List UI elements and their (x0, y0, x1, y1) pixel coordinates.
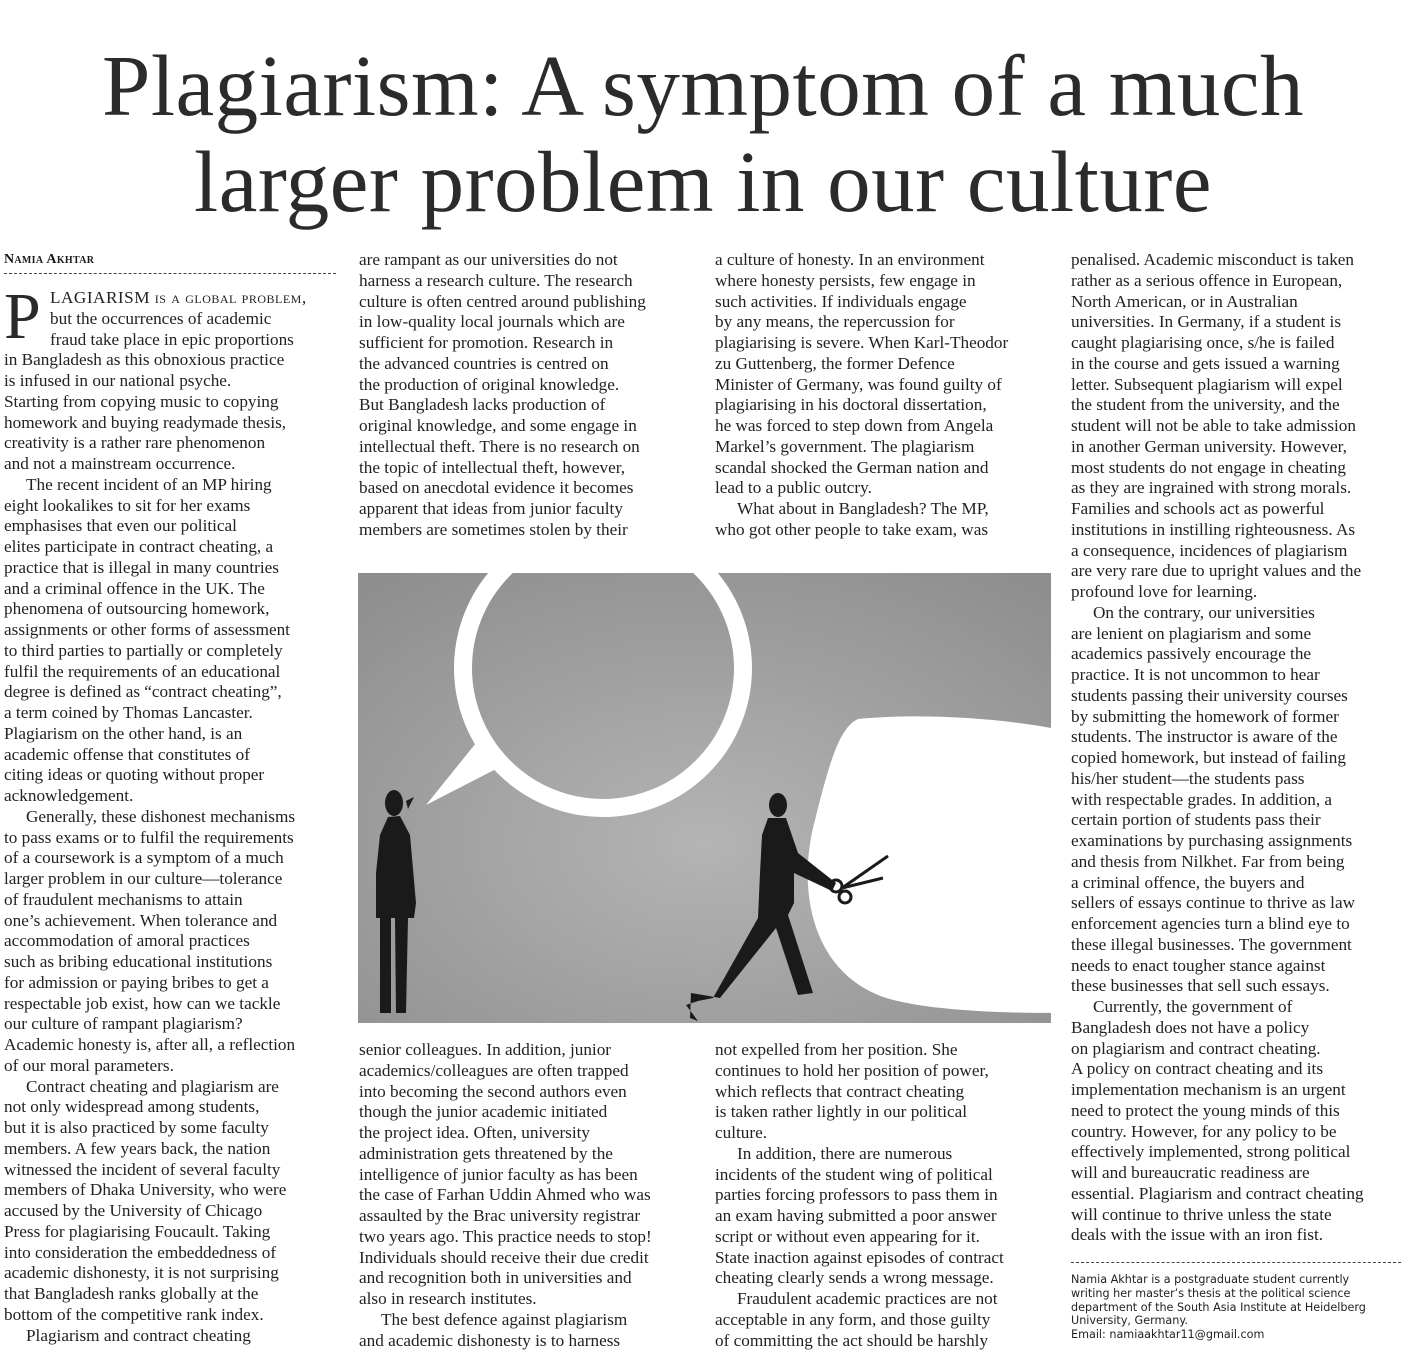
paragraph-line: Individuals should receive their due credit (359, 1248, 699, 1269)
paragraph-line: of a coursework is a symptom of a much (4, 848, 340, 869)
headline (0, 38, 1406, 230)
paragraph-line: an exam having submitted a poor answer (715, 1206, 1055, 1227)
paragraph-line: by submitting the homework of former (1071, 707, 1405, 728)
paragraph-line: is infused in our national psyche. (4, 371, 340, 392)
paragraph-line: Markel’s government. The plagiarism (715, 437, 1055, 458)
paragraph-line: Generally, these dishonest mechanisms (4, 807, 340, 828)
paragraph-line: assaulted by the Brac university registrar (359, 1206, 699, 1227)
paragraph-line: will continue to thrive unless the state (1071, 1205, 1405, 1226)
paragraph-line: Contract cheating and plagiarism are (4, 1077, 340, 1098)
paragraph-line: the topic of intellectual theft, however, (359, 458, 699, 479)
paragraph-line: but the occurrences of academic (4, 309, 340, 330)
paragraph-line: citing ideas or quoting without proper (4, 765, 340, 786)
paragraph-line: Plagiarism on the other hand, is an (4, 724, 340, 745)
paragraph-line: practice that is illegal in many countries (4, 558, 340, 579)
paragraph-line: one’s achievement. When tolerance and (4, 911, 340, 932)
paragraph-line: penalised. Academic misconduct is taken (1071, 250, 1405, 271)
paragraph-line: incidents of the student wing of political (715, 1165, 1055, 1186)
paragraph-line: lead to a public outcry. (715, 478, 1055, 499)
paragraph-line: letter. Subsequent plagiarism will expel (1071, 375, 1405, 396)
paragraph-line: academics passively encourage the (1071, 644, 1405, 665)
paragraph-line: the production of original knowledge. (359, 375, 699, 396)
paragraph-line: accused by the University of Chicago (4, 1201, 340, 1222)
paragraph-line: needs to enact tougher stance against (1071, 956, 1405, 977)
paragraph-line: members of Dhaka University, who were (4, 1180, 340, 1201)
paragraph-line: larger problem in our culture—tolerance (4, 869, 340, 890)
paragraph-line: The best defence against plagiarism (359, 1310, 699, 1331)
paragraph-line: Fraudulent academic practices are not (715, 1289, 1055, 1310)
paragraph-line: original knowledge, and some engage in (359, 416, 699, 437)
paragraph-line: which reflects that contract cheating (715, 1082, 1055, 1103)
paragraph-line: the student from the university, and the (1071, 395, 1405, 416)
paragraph-line: senior colleagues. In addition, junior (359, 1040, 699, 1061)
paragraph-line: where honesty persists, few engage in (715, 271, 1055, 292)
paragraph-line: and academic dishonesty is to harness (359, 1331, 699, 1351)
paragraph-line: Academic honesty is, after all, a reflection (4, 1035, 340, 1056)
paragraph-line: to third parties to partially or completely (4, 641, 340, 662)
paragraph-line: our culture of rampant plagiarism? (4, 1014, 340, 1035)
paragraph-line: certain portion of students pass their (1071, 810, 1405, 831)
paragraph-line: Families and schools act as powerful (1071, 499, 1405, 520)
paragraph-line: institutions in instilling righteousness. As (1071, 520, 1405, 541)
paragraph-line: effectively implemented, strong political (1071, 1142, 1405, 1163)
paragraph-line: fraud take place in epic proportions (4, 330, 340, 351)
paragraph-line: enforcement agencies turn a blind eye to (1071, 914, 1405, 935)
paragraph-line: his/her student—the students pass (1071, 769, 1405, 790)
paragraph-line: academic offense that constitutes of (4, 745, 340, 766)
paragraph-line: fulfil the requirements of an educational (4, 662, 340, 683)
paragraph-line: essential. Plagiarism and contract cheating (1071, 1184, 1405, 1205)
paragraph-line: plagiarising is severe. When Karl-Theodor (715, 333, 1055, 354)
paragraph-line: emphasises that even our political (4, 516, 340, 537)
paragraph-line: to pass exams or to fulfil the requirements (4, 828, 340, 849)
paragraph-line: implementation mechanism is an urgent (1071, 1080, 1405, 1101)
paragraph-line: assignments or other forms of assessment (4, 620, 340, 641)
column-3-bottom (715, 1040, 1055, 1351)
paragraph-line: zu Guttenberg, the former Defence (715, 354, 1055, 375)
paragraph-line: profound love for learning. (1071, 582, 1405, 603)
paragraph-line: accommodation of amoral practices (4, 931, 340, 952)
paragraph-line: elites participate in contract cheating, a (4, 537, 340, 558)
column-2-top (359, 250, 699, 541)
paragraph-line: The recent incident of an MP hiring (4, 475, 340, 496)
drop-cap: P (4, 287, 41, 347)
paragraph-line: plagiarising in his doctoral dissertation, (715, 395, 1055, 416)
author-note-line: University, Germany. (1071, 1314, 1401, 1328)
paragraph-line: in Bangladesh as this obnoxious practice (4, 350, 340, 371)
paragraph-line: harness a research culture. The research (359, 271, 699, 292)
paragraph-line: but it is also practiced by some faculty (4, 1118, 340, 1139)
paragraph-line: two years ago. This practice needs to stop! (359, 1227, 699, 1248)
paragraph-line: students. The instructor is aware of the (1071, 727, 1405, 748)
paragraph-line: copied homework, but instead of failing (1071, 748, 1405, 769)
paragraph-line: on plagiarism and contract cheating. (1071, 1039, 1405, 1060)
paragraph-line: cheating clearly sends a wrong message. (715, 1268, 1055, 1289)
paragraph-line: also in research institutes. (359, 1289, 699, 1310)
paragraph-line: acceptable in any form, and those guilty (715, 1310, 1055, 1331)
paragraph-line: Plagiarism and contract cheating (4, 1326, 340, 1347)
paragraph-line: is taken rather lightly in our political (715, 1102, 1055, 1123)
paragraph-line: administration gets threatened by the (359, 1144, 699, 1165)
paragraph-line: based on anecdotal evidence it becomes (359, 478, 699, 499)
paragraph-line: by any means, the repercussion for (715, 312, 1055, 333)
paragraph-line: as they are ingrained with strong morals. (1071, 478, 1405, 499)
paragraph-line: a consequence, incidences of plagiarism (1071, 541, 1405, 562)
paragraph-line: he was forced to step down from Angela (715, 416, 1055, 437)
paragraph-line: student will not be able to take admission (1071, 416, 1405, 437)
paragraph-line: a culture of honesty. In an environment (715, 250, 1055, 271)
paragraph-line: Currently, the government of (1071, 997, 1405, 1018)
paragraph-line: sufficient for promotion. Research in (359, 333, 699, 354)
paragraph-line: are rampant as our universities do not (359, 250, 699, 271)
paragraph-line: Bangladesh does not have a policy (1071, 1018, 1405, 1039)
paragraph-line: North American, or in Australian (1071, 292, 1405, 313)
column-4 (1071, 250, 1405, 1246)
paragraph-line: State inaction against episodes of contract (715, 1248, 1055, 1269)
paragraph-line: A policy on contract cheating and its (1071, 1059, 1405, 1080)
paragraph-line: though the junior academic initiated (359, 1102, 699, 1123)
paragraph-line: LAGIARISM is a global problem, (4, 288, 340, 309)
paragraph-line: degree is defined as “contract cheating”, (4, 682, 340, 703)
paragraph-line: into consideration the embeddedness of (4, 1243, 340, 1264)
headline-line-1: Plagiarism: A symptom of a much (0, 38, 1406, 134)
paragraph-line: But Bangladesh lacks production of (359, 395, 699, 416)
paragraph-line: witnessed the incident of several faculty (4, 1160, 340, 1181)
paragraph-line: eight lookalikes to sit for her exams (4, 496, 340, 517)
paragraph-line: continues to hold her position of power, (715, 1061, 1055, 1082)
paragraph-line: and not a mainstream occurrence. (4, 454, 340, 475)
paragraph-line: the project idea. Often, university (359, 1123, 699, 1144)
paragraph-line: a term coined by Thomas Lancaster. (4, 703, 340, 724)
paragraph-line: these illegal businesses. The government (1071, 935, 1405, 956)
paragraph-line: for admission or paying bribes to get a (4, 973, 340, 994)
paragraph-line: are very rare due to upright values and the (1071, 561, 1405, 582)
paragraph-line: script or without even appearing for it. (715, 1227, 1055, 1248)
paragraph-line: rather as a serious offence in European, (1071, 271, 1405, 292)
paragraph-line: deals with the issue with an iron fist. (1071, 1225, 1405, 1246)
paragraph-line: In addition, there are numerous (715, 1144, 1055, 1165)
column-3-top (715, 250, 1055, 541)
headline-line-2: larger problem in our culture (0, 134, 1406, 230)
author-email: Email: namiaakhtar11@gmail.com (1071, 1328, 1401, 1342)
author-note-line: writing her master’s thesis at the political science (1071, 1287, 1401, 1301)
paragraph-line: intellectual theft. There is no research on (359, 437, 699, 458)
paragraph-line: members are sometimes stolen by their (359, 520, 699, 541)
paragraph-line: culture. (715, 1123, 1055, 1144)
paragraph-line: such activities. If individuals engage (715, 292, 1055, 313)
paragraph-line: country. However, for any policy to be (1071, 1122, 1405, 1143)
paragraph-line: Press for plagiarising Foucault. Taking (4, 1222, 340, 1243)
column-1 (4, 288, 340, 1346)
paragraph-line: in the course and gets issued a warning (1071, 354, 1405, 375)
paragraph-line: culture is often centred around publishing (359, 292, 699, 313)
illustration (358, 573, 1051, 1023)
paragraph-line: of committing the act should be harshly (715, 1331, 1055, 1351)
column-2-bottom (359, 1040, 699, 1351)
paragraph-line: On the contrary, our universities (1071, 603, 1405, 624)
paragraph-line: the advanced countries is centred on (359, 354, 699, 375)
paragraph-line: into becoming the second authors even (359, 1082, 699, 1103)
paragraph-line: of fraudulent mechanisms to attain (4, 890, 340, 911)
paragraph-line: and a criminal offence in the UK. The (4, 579, 340, 600)
paragraph-line: who got other people to take exam, was (715, 520, 1055, 541)
paragraph-line: with respectable grades. In addition, a (1071, 790, 1405, 811)
paragraph-line: homework and buying readymade thesis, (4, 413, 340, 434)
paragraph-line: bottom of the competitive rank index. (4, 1305, 340, 1326)
paragraph-line: scandal shocked the German nation and (715, 458, 1055, 479)
paragraph-line: not expelled from her position. She (715, 1040, 1055, 1061)
paragraph-line: in low-quality local journals which are (359, 312, 699, 333)
paragraph-line: What about in Bangladesh? The MP, (715, 499, 1055, 520)
paragraph-line: practice. It is not uncommon to hear (1071, 665, 1405, 686)
paragraph-line: Minister of Germany, was found guilty of (715, 375, 1055, 396)
author-note-line: Namia Akhtar is a postgraduate student currently (1071, 1273, 1401, 1287)
author-note (1071, 1262, 1401, 1342)
paragraph-line: creativity is a rather rare phenomenon (4, 433, 340, 454)
byline: Namia Akhtar (4, 252, 336, 274)
paragraph-line: and thesis from Nilkhet. Far from being (1071, 852, 1405, 873)
paragraph-line: academic dishonesty, it is not surprising (4, 1263, 340, 1284)
paragraph-line: the case of Farhan Uddin Ahmed who was (359, 1185, 699, 1206)
paragraph-line: acknowledgement. (4, 786, 340, 807)
paragraph-line: intelligence of junior faculty as has been (359, 1165, 699, 1186)
paragraph-line: phenomena of outsourcing homework, (4, 599, 340, 620)
paragraph-line: parties forcing professors to pass them in (715, 1185, 1055, 1206)
paragraph-line: examinations by purchasing assignments (1071, 831, 1405, 852)
paragraph-line: caught plagiarising once, s/he is failed (1071, 333, 1405, 354)
paragraph-line: of our moral parameters. (4, 1056, 340, 1077)
paragraph-line: these businesses that sell such essays. (1071, 976, 1405, 997)
paragraph-line: academics/colleagues are often trapped (359, 1061, 699, 1082)
paragraph-line: not only widespread among students, (4, 1097, 340, 1118)
paragraph-line: universities. In Germany, if a student is (1071, 312, 1405, 333)
author-note-line: department of the South Asia Institute at Heidelberg (1071, 1301, 1401, 1315)
paragraph-line: most students do not engage in cheating (1071, 458, 1405, 479)
paragraph-line: members. A few years back, the nation (4, 1139, 340, 1160)
bubble-piece-icon (808, 716, 1051, 1013)
paragraph-line: that Bangladesh ranks globally at the (4, 1284, 340, 1305)
paragraph-line: Starting from copying music to copying (4, 392, 340, 413)
paragraph-line: apparent that ideas from junior faculty (359, 499, 699, 520)
paragraph-line: students passing their university courses (1071, 686, 1405, 707)
paragraph-line: are lenient on plagiarism and some (1071, 624, 1405, 645)
paragraph-line: need to protect the young minds of this (1071, 1101, 1405, 1122)
paragraph-line: sellers of essays continue to thrive as law (1071, 893, 1405, 914)
paragraph-line: and recognition both in universities and (359, 1268, 699, 1289)
paragraph-line: in another German university. However, (1071, 437, 1405, 458)
paragraph-line: respectable job exist, how can we tackle (4, 994, 340, 1015)
paragraph-line: such as bribing educational institutions (4, 952, 340, 973)
illustration-artwork (358, 573, 1051, 1023)
paragraph-line: a criminal offence, the buyers and (1071, 873, 1405, 894)
paragraph-line: will and bureaucratic readiness are (1071, 1163, 1405, 1184)
